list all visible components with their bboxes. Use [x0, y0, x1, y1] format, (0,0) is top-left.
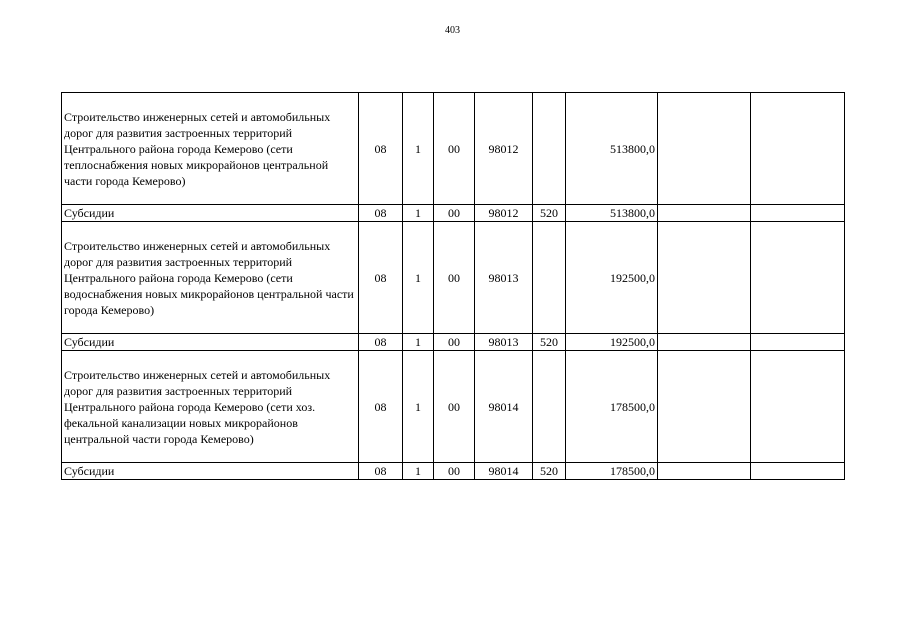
section-cell: 08	[359, 334, 403, 351]
subprogram-cell: 00	[434, 222, 475, 334]
expense-type-cell: 520	[533, 334, 566, 351]
row-name-cell: Строительство инженерных сетей и автомобильных дорог для развития застроенных территорий Центрального района города Кемерово (сети теплоснабжения новых микрорайонов центральной части города Кемерово)	[62, 93, 359, 205]
subprogram-cell: 00	[434, 351, 475, 463]
table-row	[62, 93, 845, 205]
section-cell: 08	[359, 222, 403, 334]
section-cell: 08	[359, 351, 403, 463]
amount-cell: 513800,0	[566, 205, 658, 222]
empty-cell	[751, 351, 845, 463]
section-cell: 08	[359, 205, 403, 222]
row-name-cell: Субсидии	[62, 463, 359, 480]
program-cell: 1	[403, 351, 434, 463]
empty-cell	[658, 351, 751, 463]
empty-cell	[658, 334, 751, 351]
empty-cell	[751, 222, 845, 334]
expense-type-cell: 520	[533, 463, 566, 480]
direction-cell: 98014	[475, 351, 533, 463]
empty-cell	[751, 93, 845, 205]
empty-cell	[751, 334, 845, 351]
program-cell: 1	[403, 334, 434, 351]
subprogram-cell: 00	[434, 334, 475, 351]
table-row	[62, 351, 845, 463]
expense-type-cell	[533, 222, 566, 334]
subprogram-cell: 00	[434, 463, 475, 480]
page-number: 403	[445, 25, 460, 36]
empty-cell	[658, 205, 751, 222]
table-row	[62, 463, 845, 480]
direction-cell: 98013	[475, 222, 533, 334]
amount-cell: 513800,0	[566, 93, 658, 205]
budget-table	[61, 92, 845, 480]
section-cell: 08	[359, 463, 403, 480]
program-cell: 1	[403, 463, 434, 480]
amount-cell: 192500,0	[566, 334, 658, 351]
direction-cell: 98012	[475, 93, 533, 205]
amount-cell: 178500,0	[566, 463, 658, 480]
empty-cell	[658, 463, 751, 480]
subprogram-cell: 00	[434, 93, 475, 205]
expense-type-cell	[533, 351, 566, 463]
program-cell: 1	[403, 222, 434, 334]
amount-cell: 178500,0	[566, 351, 658, 463]
table-row	[62, 222, 845, 334]
row-name-cell: Строительство инженерных сетей и автомобильных дорог для развития застроенных территорий Центрального района города Кемерово (сети водоснабжения новых микрорайонов центральной части города Кемерово)	[62, 222, 359, 334]
empty-cell	[658, 93, 751, 205]
direction-cell: 98012	[475, 205, 533, 222]
direction-cell: 98014	[475, 463, 533, 480]
row-name-cell: Субсидии	[62, 205, 359, 222]
table-row	[62, 334, 845, 351]
amount-cell: 192500,0	[566, 222, 658, 334]
expense-type-cell	[533, 93, 566, 205]
subprogram-cell: 00	[434, 205, 475, 222]
empty-cell	[751, 463, 845, 480]
program-cell: 1	[403, 93, 434, 205]
expense-type-cell: 520	[533, 205, 566, 222]
empty-cell	[658, 222, 751, 334]
row-name-cell: Субсидии	[62, 334, 359, 351]
direction-cell: 98013	[475, 334, 533, 351]
empty-cell	[751, 205, 845, 222]
section-cell: 08	[359, 93, 403, 205]
row-name-cell: Строительство инженерных сетей и автомобильных дорог для развития застроенных территорий Центрального района города Кемерово (сети хоз. фекальной канализации новых микрорайонов центральной части города Кемерово)	[62, 351, 359, 463]
table-row	[62, 205, 845, 222]
program-cell: 1	[403, 205, 434, 222]
